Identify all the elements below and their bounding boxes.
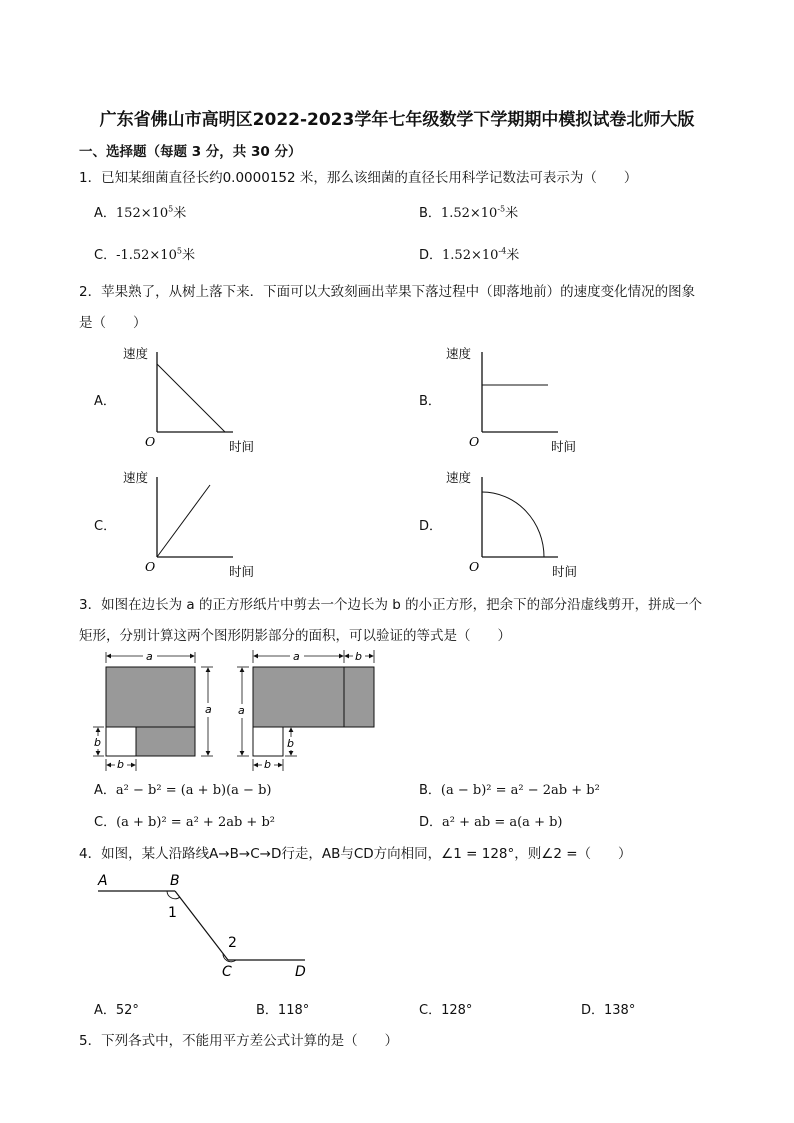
page-title: 广东省佛山市高明区2022-2023学年七年级数学下学期期中模拟试卷北师大版 (99, 110, 695, 130)
origin-label: O (469, 434, 480, 449)
q4-route-figure (90, 868, 330, 983)
q4-option-c[interactable]: C．128° (419, 1003, 473, 1018)
q3-option-a-expr: a² − b² = (a + b)(a − b) (115, 783, 272, 798)
question-5-text: 5．下列各式中，不能用平方差公式计算的是（ ） (79, 1033, 399, 1049)
x-axis-label: 时间 (552, 564, 578, 579)
q1-option-b-mantissa: 1.52×10 (440, 206, 498, 221)
q3-option-c-label: C． (94, 815, 117, 830)
question-4-text: 4．如图，某人沿路线A→B→C→D行走，AB与CD方向相同，∠1 = 128°，则∠2 =（ ） (79, 846, 632, 862)
dim-b-right: b (287, 737, 294, 750)
shaded-bottom (136, 727, 195, 756)
point-a-label: A (98, 873, 108, 889)
dim-b-bottom: b (117, 758, 124, 771)
q3-option-d-label: D． (419, 815, 443, 830)
section-heading: 一、选择题（每题 3 分，共 30 分） (79, 144, 302, 160)
y-axis-label: 速度 (123, 470, 149, 485)
speed-curve (482, 492, 544, 557)
question-1-text: 1．已知某细菌直径长约0.0000152 米，那么该细菌的直径长用科学记数法可表示为（ ） (79, 170, 638, 186)
q1-option-c-label: C． (94, 248, 117, 263)
y-axis-label: 速度 (123, 346, 149, 361)
segment-bc (175, 891, 228, 960)
q1-option-d[interactable] (419, 244, 519, 263)
question-2-text-line1: 2．苹果熟了，从树上落下来．下面可以大致刻画出苹果下落过程中（即落地前）的速度变化情况的图象 (79, 284, 696, 300)
question-3-text-line2: 矩形，分别计算这两个图形阴影部分的面积，可以验证的等式是（ ） (79, 628, 511, 644)
dim-b-bottom: b (264, 758, 271, 771)
q1-option-a-label: A． (94, 206, 116, 221)
q1-option-d-mantissa: 1.52×10 (442, 248, 499, 263)
shaded-main (253, 667, 344, 727)
q1-option-d-exponent: -4 (498, 246, 507, 256)
shaded-strip (344, 667, 374, 727)
q2-option-a-label[interactable]: A． (94, 394, 116, 409)
q3-option-c-expr: (a + b)² = a² + 2ab + b² (116, 815, 275, 830)
q1-option-d-unit: 米 (506, 248, 520, 263)
q3-option-b[interactable] (419, 779, 600, 798)
q3-option-d-expr: a² + ab = a(a + b) (442, 815, 563, 830)
q3-figure (85, 645, 395, 775)
q1-option-a-unit: 米 (173, 206, 187, 221)
q3-option-c[interactable] (94, 811, 275, 830)
q1-option-c-exponent: 5 (176, 246, 182, 256)
q1-option-a-exponent: 5 (168, 204, 174, 214)
speed-curve (157, 485, 210, 557)
q1-option-a-mantissa: 152×10 (115, 206, 169, 221)
q1-option-b-unit: 米 (505, 206, 519, 221)
dim-a-left: a (238, 704, 245, 717)
q2-graph-b (440, 340, 590, 460)
point-b-label: B (170, 873, 180, 889)
q4-option-d[interactable]: D．138° (581, 1003, 636, 1018)
q2-option-c-label[interactable]: C． (94, 519, 117, 534)
q1-option-c-unit: 米 (181, 248, 195, 263)
question-2-text-line2: 是（ ） (79, 315, 147, 331)
q3-option-b-label: B． (419, 783, 441, 798)
origin-label: O (145, 434, 156, 449)
q2-option-b-label[interactable]: B． (419, 394, 441, 409)
shaded-top (106, 667, 195, 727)
x-axis-label: 时间 (229, 564, 255, 579)
q1-option-b[interactable] (419, 202, 518, 221)
q2-option-d-label[interactable]: D． (419, 519, 443, 534)
q2-graph-d (440, 465, 590, 585)
q3-option-a[interactable] (94, 779, 271, 798)
dim-a-right: a (205, 703, 212, 716)
origin-label: O (145, 559, 156, 574)
x-axis-label: 时间 (229, 439, 255, 454)
y-axis-label: 速度 (446, 346, 472, 361)
q1-option-c[interactable] (94, 244, 195, 263)
q3-option-b-expr: (a − b)² = a² − 2ab + b² (440, 783, 600, 798)
dim-a-top: a (146, 650, 153, 663)
dim-b-left: b (94, 736, 101, 749)
angle-2-label: 2 (228, 935, 237, 951)
x-axis-label: 时间 (551, 439, 577, 454)
point-d-label: D (295, 964, 306, 980)
q1-option-c-mantissa: -1.52×10 (116, 248, 177, 263)
point-c-label: C (222, 964, 232, 980)
dim-b-top: b (355, 650, 362, 663)
dim-a-top: a (293, 650, 300, 663)
q1-option-b-exponent: -5 (497, 204, 506, 214)
question-3-text-line1: 3．如图在边长为 a 的正方形纸片中剪去一个边长为 b 的小正方形，把余下的部分沿虚线剪开，拼成一个 (79, 597, 703, 613)
angle-1-label: 1 (168, 905, 177, 921)
q1-option-d-label: D． (419, 248, 443, 263)
q4-option-a[interactable]: A．52° (94, 1003, 139, 1018)
q2-graph-a (115, 340, 265, 460)
origin-label: O (469, 559, 480, 574)
q3-option-a-label: A． (94, 783, 116, 798)
q4-option-b[interactable]: B．118° (256, 1003, 310, 1018)
q3-option-d[interactable] (419, 811, 563, 830)
square-with-cut-figure (92, 649, 215, 771)
cut-square (106, 727, 136, 756)
q1-option-b-label: B． (419, 206, 441, 221)
q2-graph-c (115, 465, 265, 585)
speed-curve (157, 364, 225, 432)
y-axis-label: 速度 (446, 470, 472, 485)
rearranged-rectangle-figure (236, 649, 374, 771)
q1-option-a[interactable] (94, 202, 186, 221)
empty-square (253, 727, 283, 756)
